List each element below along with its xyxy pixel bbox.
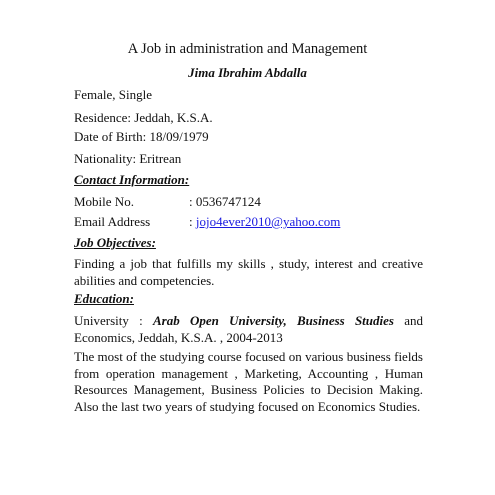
date-of-birth: Date of Birth: 18/09/1979	[74, 129, 209, 144]
objectives-text: Finding a job that fulfills my skills , study, interest and creative abilities and competencies.	[74, 256, 423, 288]
candidate-name: Jima Ibrahim Abdalla	[188, 65, 307, 80]
residence: Residence: Jeddah, K.S.A.	[74, 110, 213, 125]
education-description: The most of the studying course focused on various business fields from operation management , Marketing, Accounting , Human Resources Management, Business Policies to Decision Making. Also the last two years of studying focused on Economics Studies.	[74, 349, 423, 414]
university-suffix: and Economics, Jeddah, K.S.A. , 2004-2013	[74, 313, 423, 345]
email-link[interactable]: jojo4ever2010@yahoo.com	[195, 214, 341, 229]
email-separator: :	[189, 214, 196, 229]
education-heading: Education:	[74, 291, 134, 306]
university-name: Arab Open University, Business Studies	[153, 313, 394, 328]
email-label: Email Address	[74, 214, 151, 229]
university-prefix: University :	[74, 313, 153, 328]
gender-status: Female, Single	[74, 87, 152, 102]
contact-heading: Contact Information:	[74, 172, 190, 187]
nationality: Nationality: Eritrean	[74, 151, 182, 166]
mobile-value: : 0536747124	[189, 194, 261, 209]
education-university	[74, 313, 423, 346]
mobile-row	[74, 194, 261, 210]
objectives-heading: Job Objectives:	[74, 235, 156, 250]
email-row	[74, 214, 340, 230]
document-title: A Job in administration and Management	[127, 41, 368, 57]
mobile-label: Mobile No.	[74, 194, 134, 209]
